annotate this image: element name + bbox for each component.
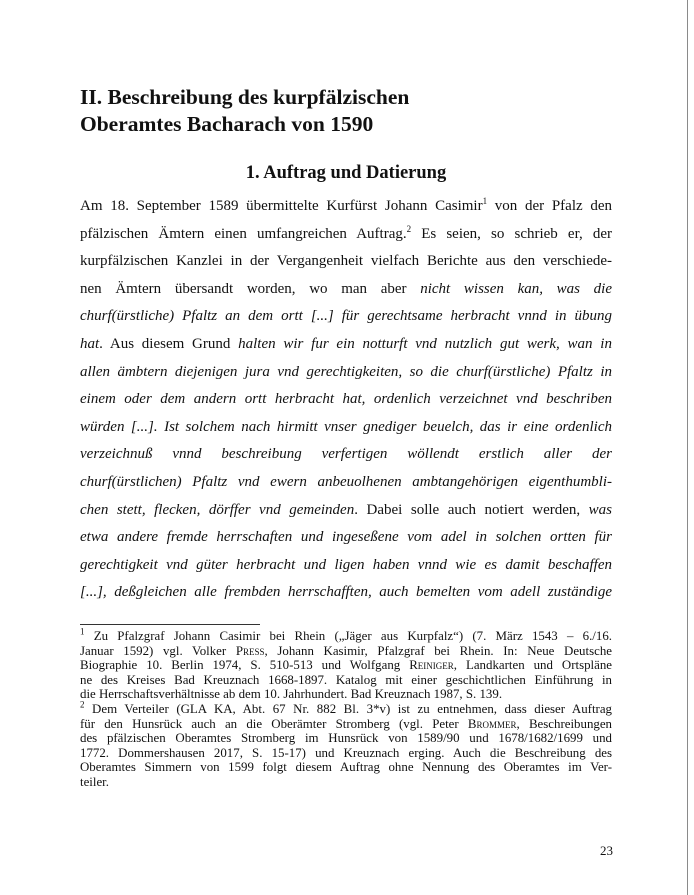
section-title: 1. Auftrag und Datierung	[245, 163, 447, 183]
body-line	[80, 552, 612, 580]
body-line	[80, 469, 612, 497]
text-run: pfälzischen Ämtern einen umfangreichen Auftrag.	[80, 225, 407, 242]
quoted-source-text: nicht wissen kan, was die	[420, 280, 613, 297]
body-line	[80, 359, 612, 387]
text-run: , Beschreibungen	[516, 716, 612, 731]
body-line	[80, 497, 612, 525]
quoted-source-text: allen ämbtern diejenigen jura vnd gerechtigkeiten, so die churf(ürstliche) Pfaltz in	[80, 363, 612, 380]
footnote-line	[80, 717, 612, 732]
body-line	[80, 579, 612, 607]
chapter-title	[80, 84, 640, 138]
body-paragraph	[80, 193, 612, 607]
text-run: 1772. Dommershausen 2017, S. 15-17) und Kreuznach erging. Auch die Beschreibung des	[80, 745, 612, 760]
footnote-line	[80, 731, 612, 746]
footnote-line	[80, 644, 612, 659]
quoted-source-text: verzeichnuß vnnd beschreibung verfertigen wöllendt erstlich aller der	[80, 446, 612, 463]
text-run: . Dabei solle auch notiert werden,	[354, 501, 589, 518]
text-run: Dem Verteiler (GLA KA, Abt. 67 Nr. 882 Bl. 3*v) ist zu entnehmen, dass dieser Auftrag	[84, 701, 612, 716]
author-name: Brommer	[467, 716, 517, 731]
text-run: nen Ämtern übersandt worden, wo man aber	[80, 280, 421, 297]
text-run: von der Pfalz den	[487, 198, 612, 214]
quoted-source-text: was	[588, 501, 613, 518]
text-run: Am 18. September 1589 übermittelte Kurfürst Johann Casimir	[80, 198, 483, 214]
footnote-line	[80, 658, 612, 673]
page-number: 23	[600, 843, 613, 858]
author-name: Press	[235, 643, 265, 658]
text-run: des pfälzischen Oberamtes Stromberg im Hunsrück von 1589/90 und 1678/1682/1699 und	[80, 731, 612, 746]
text-run: für den Hunsrück auch an die Oberämter Stromberg (vgl. Peter	[80, 716, 468, 731]
footnote-line	[80, 746, 612, 761]
page-edge-line	[687, 0, 688, 895]
chapter-title-line-2: Oberamtes Bacharach von 1590	[80, 112, 374, 136]
text-run: , Johann Kasimir, Pfalzgraf bei Rhein. In: Neue Deutsche	[264, 643, 612, 658]
body-line	[80, 331, 612, 359]
quoted-source-text: chen stett, flecken, dörffer vnd gemeinden	[80, 501, 355, 518]
author-name: Reiniger	[409, 658, 454, 673]
quoted-source-text: churf(ürstliche) Pfaltz an dem ortt [...] für gerechtsame herbracht vnnd in übung	[80, 308, 612, 325]
body-line	[80, 441, 612, 469]
text-run: Zu Pfalzgraf Johann Casimir bei Rhein („Jäger aus Kurpfalz“) (7. März 1543 – 6./16.	[84, 629, 612, 643]
quoted-source-text: hat	[80, 335, 100, 352]
quoted-source-text: churf(ürstlichen) Pfaltz vnd ewern anbeuolhenen ambtangehörigen eigenthumbli-	[80, 473, 612, 490]
text-run: ne des Kreises Bad Kreuznach 1668-1897. Katalog mit einer geschichtlichen Einführung in	[80, 672, 612, 687]
text-run: teiler.	[80, 774, 109, 789]
footnote-separator	[80, 624, 260, 625]
quoted-source-text: [...], deßgleichen alle frembden herrschafften, auch bemelten vom adell zuständige	[80, 584, 612, 601]
text-run: , Landkarten und Ortspläne	[453, 658, 612, 673]
footnote-line	[80, 699, 612, 717]
quoted-source-text: halten wir fur ein notturft vnd nutzlich gut werk, wan in	[238, 335, 612, 352]
footnote-marker: 1	[80, 626, 85, 637]
footnote-marker: 2	[406, 223, 412, 234]
footnote-marker: 1	[482, 196, 488, 206]
footnote-line	[80, 626, 612, 644]
footnote-line	[80, 687, 612, 702]
footnote-line	[80, 760, 612, 775]
footnote-line	[80, 673, 612, 688]
footnotes	[80, 626, 612, 790]
text-run: Es seien, so schrieb er, der	[411, 225, 612, 242]
text-run: Oberamtes Simmern von 1599 folgt diesem Auftrag ohne Nennung des Oberamtes im Ver-	[80, 760, 612, 775]
body-line	[80, 524, 612, 552]
quoted-source-text: etwa andere fremde herrschaften und ingeseßene vom adel in solchen ortten für	[80, 529, 612, 546]
body-line	[80, 248, 612, 276]
quoted-source-text: einem oder dem andern ortt herbracht hat, ordenlich verzeichnet vnd beschriben	[80, 391, 612, 408]
footnote-marker: 2	[80, 699, 85, 710]
body-line	[80, 386, 612, 414]
quoted-source-text: würden [...]. Ist solchem nach hirmitt vnser gnediger beuelch, das ir eine ordenlich	[80, 418, 612, 435]
body-line	[80, 303, 612, 331]
text-run: . Aus diesem Grund	[99, 335, 239, 352]
text-run: kurpfälzischen Kanzlei in der Vergangenheit vielfach Berichte aus den verschiede-	[80, 253, 612, 270]
chapter-title-line-1: II. Beschreibung des kurpfälzischen	[80, 85, 410, 109]
text-run: die Herrschaftsverhältnisse ab dem 10. Jahrhundert. Bad Kreuznach 1987, S. 139.	[80, 687, 503, 702]
quoted-source-text: gerechtigkeit vnd güter herbracht und ligen haben vnnd wie es damit beschaffen	[80, 556, 612, 573]
body-line	[80, 193, 612, 221]
text-run: Biographie 10. Berlin 1974, S. 510-513 und Wolfgang	[80, 658, 410, 673]
body-line	[80, 414, 612, 442]
text-run: Januar 1592) vgl. Volker	[80, 643, 236, 658]
footnote-line	[80, 775, 612, 790]
body-line	[80, 221, 612, 249]
body-line	[80, 276, 612, 304]
